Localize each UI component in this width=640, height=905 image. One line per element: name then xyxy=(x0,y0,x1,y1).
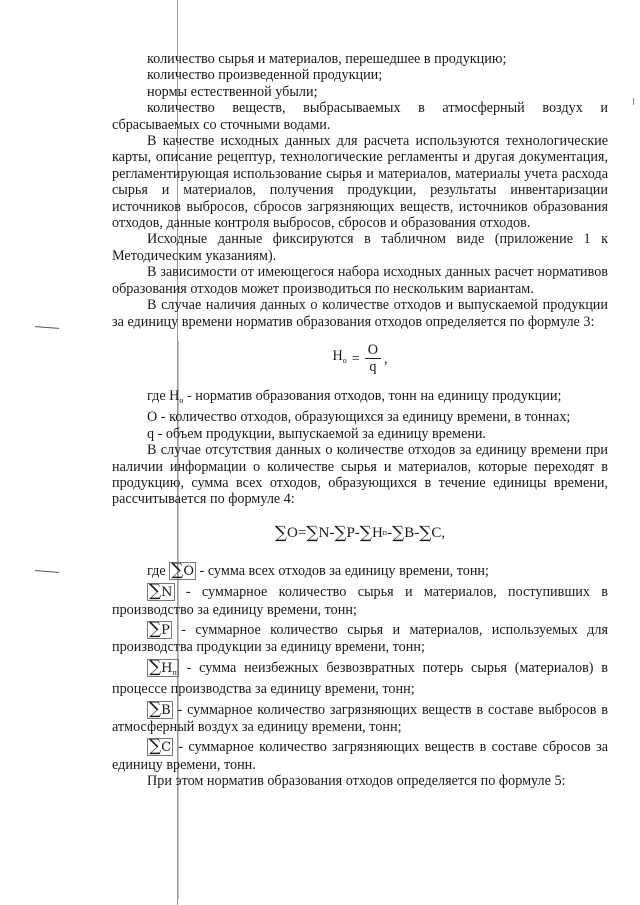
formula-lhs: $Н_о$ xyxy=(332,348,347,366)
margin-mark xyxy=(35,570,59,573)
list-item: количество веществ, выбрасываемых в атмосферный воздух и сбрасываемых со сточными водами. xyxy=(112,100,608,133)
symbol-box: ∑О xyxy=(171,559,194,580)
formula-equals: = xyxy=(351,350,360,367)
definition-o: О - количество отходов, образующихся за единицу времени, в тоннах; xyxy=(147,409,571,426)
list-item: количество сырья и материалов, перешедшее в продукцию; xyxy=(147,51,507,67)
formula-3: $Н_о$ = $\frac{О}{q}$ , xyxy=(332,342,388,376)
definition-h0: где $Н_о$ - норматив образования отходов, тонн на единицу продукции; xyxy=(147,387,562,405)
list-item: количество произведенной продукции; xyxy=(147,67,383,84)
formula-4: ∑ О = ∑ N - ∑ Р - ∑ Н п - ∑ В - ∑ С , xyxy=(274,522,446,543)
symbol-box: ∑С xyxy=(149,736,172,757)
symbol-box: ∑N xyxy=(149,581,173,602)
fraction-numerator: О xyxy=(365,342,381,359)
definition-sum-b: ∑В - суммарное количество загрязняющих веществ в составе выбросов в атмосферный воздух за единицу времени, тонн; xyxy=(112,698,608,735)
definition-sum-o: где ∑О - сумма всех отходов за единицу времени, тонн; xyxy=(147,559,489,580)
definition-q: q - объем продукции, выпускаемой за единицу времени. xyxy=(147,425,487,442)
paragraph: Исходные данные фиксируются в табличном виде (приложение 1 к Методическим указаниям). xyxy=(112,231,608,264)
margin-tick xyxy=(633,98,634,105)
fraction-denominator: q xyxy=(369,359,377,376)
symbol-box: $\sum Н_п$ xyxy=(149,656,177,677)
list-item: нормы естественной убыли; xyxy=(147,83,318,100)
paragraph: При этом норматив образования отходов определяется по формуле 5: xyxy=(147,773,566,790)
definition-sum-c: ∑С - суммарное количество загрязняющих веществ в составе сбросов за единицу времени, тонн. xyxy=(112,736,608,773)
paragraph: В случае наличия данных о количестве отходов и выпускаемой продукции за единицу времени норматив образования отходов определяется по формуле 3: xyxy=(112,297,608,330)
definition-sum-n: ∑N - суммарное количество сырья и материалов, поступивших в производство за единицу времени, тонн; xyxy=(112,581,608,618)
margin-mark xyxy=(35,326,59,329)
paragraph: В случае отсутствия данных о количестве отходов за единицу времени при наличии информации о количестве сырья и материалов, которые переходят в продукцию, сумма всех отходов, образующихся в течение единицы времени, рассчитывается по формуле 4: xyxy=(112,442,608,508)
document-page xyxy=(112,51,608,790)
symbol-box: ∑Р xyxy=(149,618,170,639)
formula-fraction xyxy=(365,342,381,376)
definition-sum-p: ∑Р - суммарное количество сырья и материалов, используемых для производства продукции за единицу времени, тонн; xyxy=(112,618,608,656)
symbol-box: ∑В xyxy=(149,698,171,719)
paragraph: В зависимости от имеющегося набора исходных данных расчет нормативов образования отходов может производиться по нескольким вариантам. xyxy=(112,264,608,297)
paragraph: В качестве исходных данных для расчета используются технологические карты, описание рецептур, технологические регламенты и другая документация, регламентирующая использование сырья и материалов, материалы учета расхода сырья и материалов, получения продукции, результаты инвентаризации источников выбросов, сбросов загрязняющих веществ, источников образования отходов, данные контроля выбросов, сбросов и образования отходов. xyxy=(112,133,608,232)
definition-sum-hp: $\sum Н_п$ - сумма неизбежных безвозвратных потерь сырья (материалов) в процессе производства за единицу времени, тонн; xyxy=(112,656,608,698)
